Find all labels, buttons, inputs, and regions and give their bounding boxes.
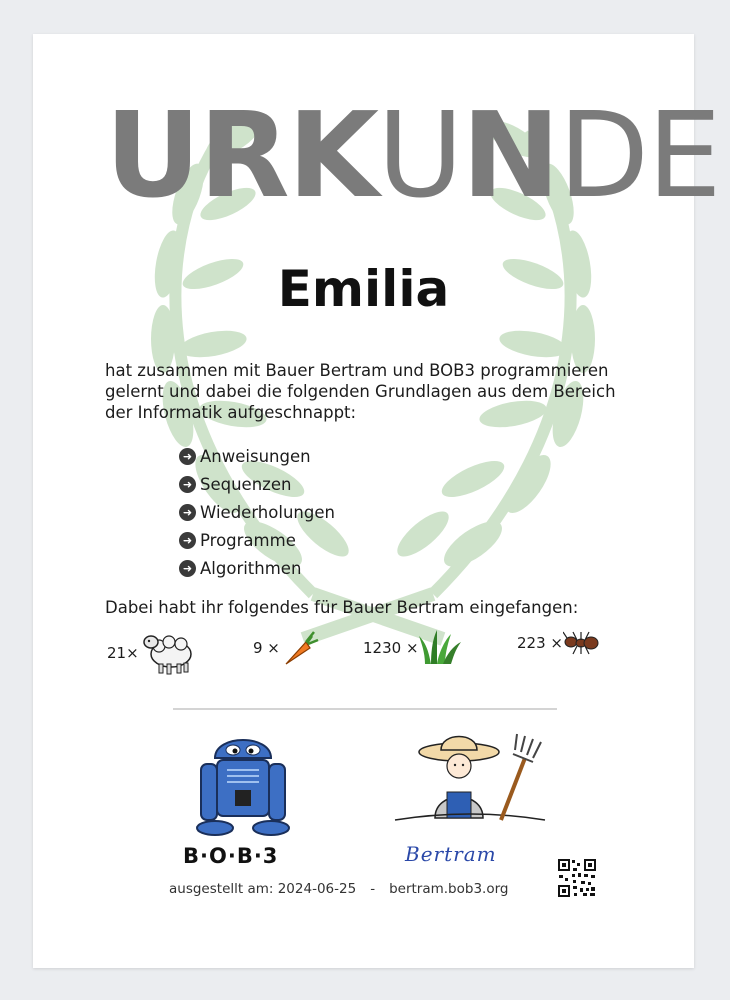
skill-label: Wiederholungen — [200, 502, 335, 522]
catch-item-carrot — [253, 628, 320, 668]
signature-bertram: Bertram — [405, 842, 497, 866]
skill-item — [179, 526, 335, 554]
skill-item — [179, 442, 335, 470]
ant-icon — [563, 628, 599, 658]
skill-label: Programme — [200, 530, 296, 550]
skill-label: Anweisungen — [200, 446, 311, 466]
skill-label: Sequenzen — [200, 474, 292, 494]
title-part: N — [461, 86, 559, 224]
skills-list — [179, 442, 335, 582]
certificate-page — [33, 34, 720, 968]
title-part: D — [558, 86, 648, 224]
skill-item — [179, 498, 335, 526]
qr-code-icon — [557, 858, 597, 898]
carrot-icon — [280, 628, 320, 668]
title-part: E — [647, 86, 720, 224]
intro-text: hat zusammen mit Bauer Bertram und BOB3 programmieren gelernt und dabei die folgenden Grundlagen aus dem Bereich der Informatik aufgeschnappt: — [105, 361, 616, 422]
arrow-right-circle-icon: ➜ — [179, 448, 196, 465]
skill-item — [179, 470, 335, 498]
recipient-name: Emilia — [277, 260, 450, 318]
grass-icon — [419, 628, 461, 668]
footer-separator: - — [370, 881, 376, 897]
catch-item-grass — [363, 628, 461, 668]
arrow-right-circle-icon: ➜ — [179, 504, 196, 521]
certificate-title — [105, 86, 720, 224]
divider — [173, 708, 557, 710]
arrow-right-circle-icon: ➜ — [179, 560, 196, 577]
title-part: U — [377, 86, 462, 224]
catch-item-sheep — [107, 628, 197, 678]
skill-item — [179, 554, 335, 582]
catch-count: 1230 × — [363, 639, 419, 657]
website-link[interactable]: bertram.bob3.org — [389, 881, 509, 897]
skill-label: Algorithmen — [200, 558, 302, 578]
bob3-robot-icon — [193, 728, 293, 838]
bob3-label: B·O·B·3 — [183, 844, 279, 868]
farmer-bertram-icon — [385, 728, 565, 838]
catch-item-ant — [517, 628, 599, 658]
title-part: URK — [105, 86, 378, 224]
issued-date: ausgestellt am: 2024-06-25 — [169, 881, 357, 897]
sheep-icon — [139, 628, 197, 678]
catch-count: 21× — [107, 644, 139, 662]
catch-count: 9 × — [253, 639, 280, 657]
catch-count: 223 × — [517, 634, 563, 652]
arrow-right-circle-icon: ➜ — [179, 532, 196, 549]
arrow-right-circle-icon: ➜ — [179, 476, 196, 493]
caught-intro: Dabei habt ihr folgendes für Bauer Bertram eingefangen: — [105, 598, 579, 617]
footer — [169, 881, 508, 897]
